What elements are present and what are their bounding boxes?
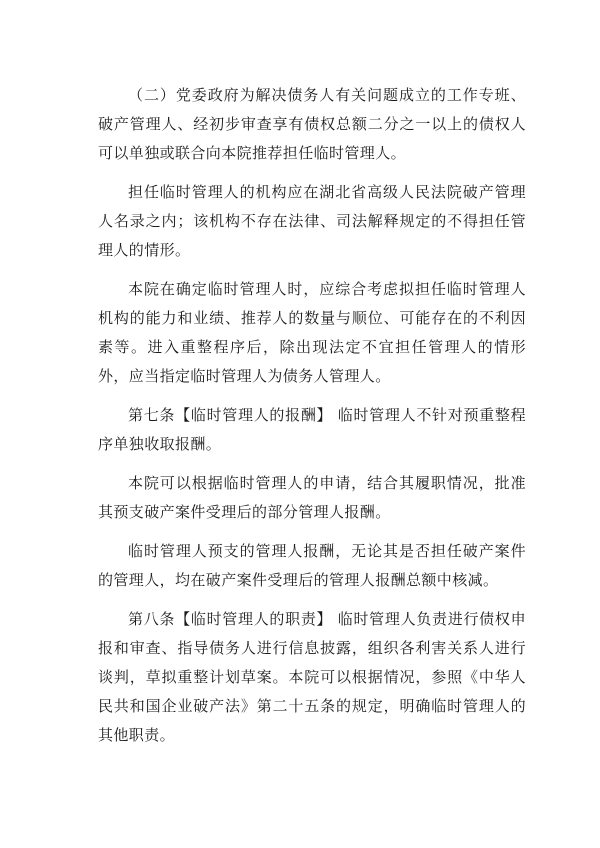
document-body [98, 81, 526, 760]
paragraph-recommenders: （二）党委政府为解决债务人有关问题成立的工作专班、破产管理人、经初步审查享有债权总额二分之一以上的债权人可以单独或联合向本院推荐担任临时管理人。 [98, 86, 526, 162]
paragraph-qualification: 担任临时管理人的机构应在湖北省高级人民法院破产管理人名录之内；该机构不存在法律、司法解释规定的不得担任管理人的情形。 [98, 183, 526, 259]
paragraph-advance-payment: 本院可以根据临时管理人的申请，结合其履职情况，批准其预支破产案件受理后的部分管理人报酬。 [98, 474, 526, 521]
paragraph-selection: 本院在确定临时管理人时，应综合考虑拟担任临时管理人机构的能力和业绩、推荐人的数量与顺位、可能存在的不利因素等。进入重整程序后，除出现法定不宜担任管理人的情形外，应当指定临时管理人为债务人管理人。 [98, 280, 526, 385]
paragraph-deduction: 临时管理人预支的管理人报酬，无论其是否担任破产案件的管理人，均在破产案件受理后的管理人报酬总额中核减。 [98, 542, 526, 589]
paragraph-article-8: 第八条【临时管理人的职责】 临时管理人负责进行债权申报和审查、指导债务人进行信息披露，组织各利害关系人进行谈判，草拟重整计划草案。本院可以根据情况，参照《中华人民共和国企业破产法》第二十五条的规定，明确临时管理人的其他职责。 [98, 610, 526, 744]
paragraph-article-7: 第七条【临时管理人的报酬】 临时管理人不针对预重整程序单独收取报酬。 [98, 406, 526, 453]
